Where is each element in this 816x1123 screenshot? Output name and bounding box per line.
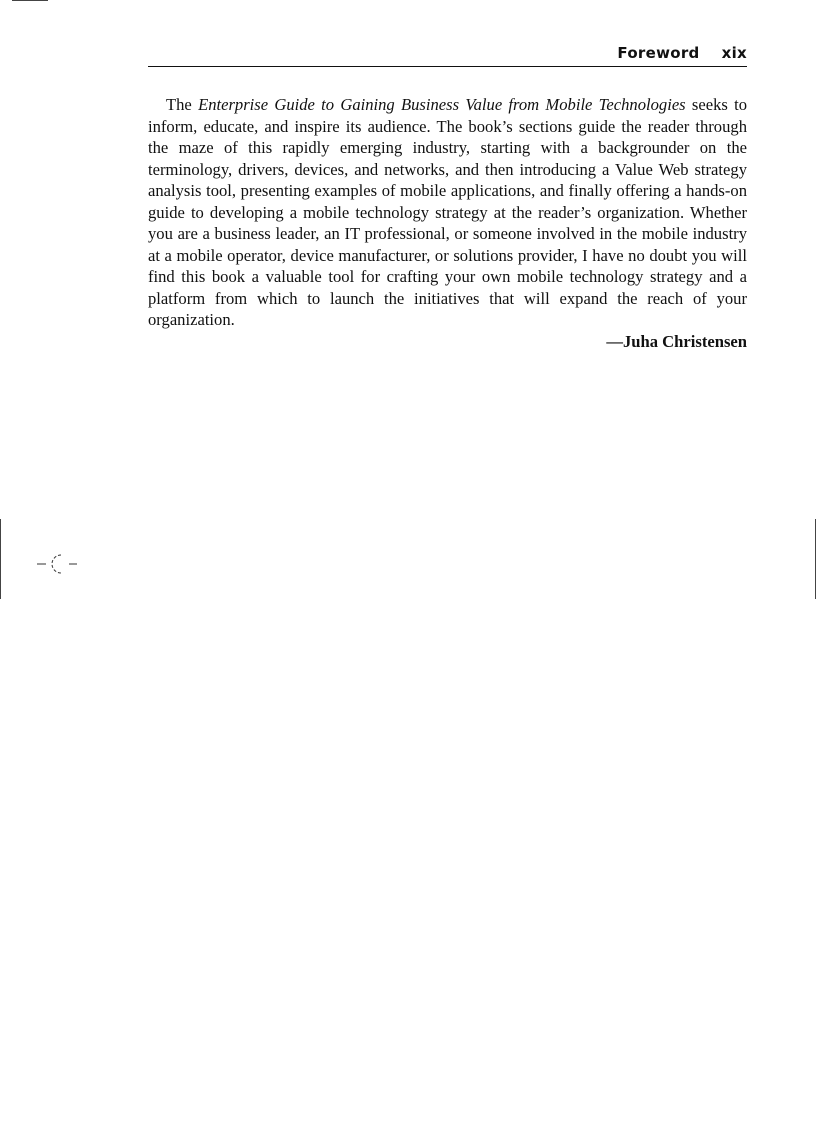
crop-mark-top	[12, 0, 48, 2]
author-signature: —Juha Christensen	[606, 331, 747, 351]
running-header	[148, 42, 747, 67]
book-title: Enterprise Guide to Gaining Business Value from Mobile Technologies	[198, 95, 686, 114]
foreword-paragraph	[148, 94, 747, 331]
crop-mark-left	[0, 519, 1, 599]
body-text	[148, 94, 747, 352]
paragraph-body: seeks to inform, educate, and inspire its audience. The book’s sections guide the reader through the maze of this rapidly emerging industry, starting with a backgrounder on the terminology, drivers, devices, and networks, and then introducing a Value Web strategy analysis tool, presenting examples of mobile applications, and finally offering a hands-on guide to developing a mobile technology strategy at the reader’s organization. Whether you are a business leader, an IT professional, or someone involved in the mobile industry at a mobile operator, device manufacturer, or solutions provider, I have no doubt you will find this book a valuable tool for crafting your own mobile technology strategy and a platform from which to launch the initiatives that will expand the reach of your organization.	[148, 95, 747, 329]
page-number: xix	[721, 44, 747, 62]
section-title: Foreword	[617, 44, 700, 62]
registration-mark-icon	[33, 548, 81, 580]
paragraph-lead: The	[166, 95, 199, 114]
